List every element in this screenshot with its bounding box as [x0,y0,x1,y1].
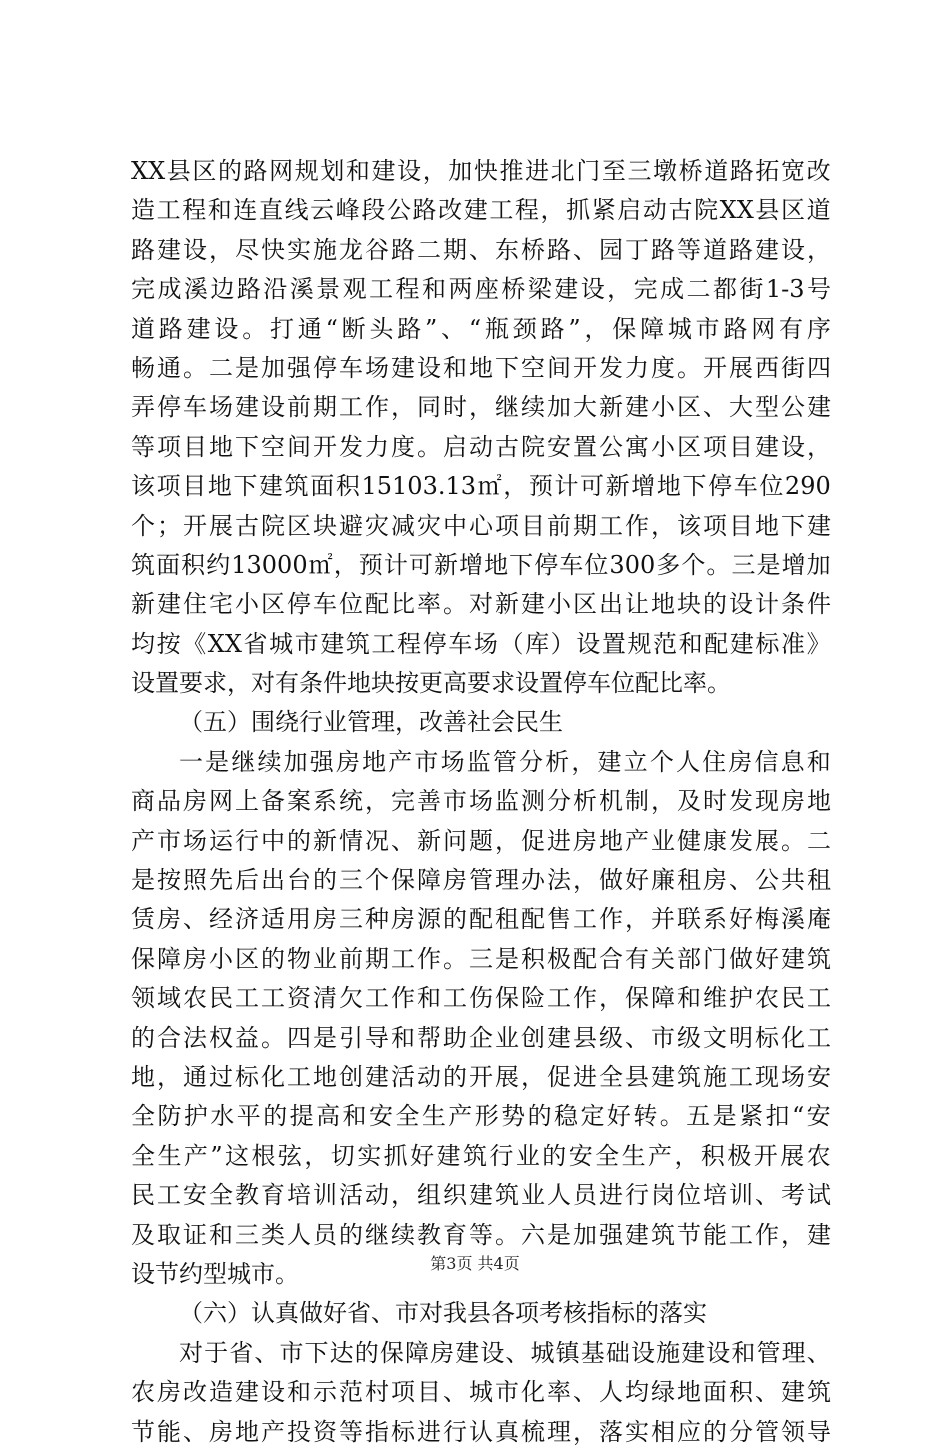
text-line: 道 路 建 设 。 打 通 “ 断 头 路 ” 、 “ 瓶 颈 路 ” ， 保 障 城 市 路 网 有 序 [131,314,831,343]
text-line: 赁 房 、 经 济 适 用 房 三 种 房 源 的 配 租 配 售 工 作 ， 并 联 系 好 梅 溪 庵 [131,905,831,934]
text-line: 商 品 房 网 上 备 案 系 统 ， 完 善 市 场 监 测 分 析 机 制 ， 及 时 发 现 房 地 [131,787,831,816]
text-line: 全 防 护 水 平 的 提 高 和 安 全 生 产 形 势 的 稳 定 好 转 。 五 是 紧 扣 “ 安 [131,1102,831,1131]
text-line: XX 县 区 的 路 网 规 划 和 建 设 ， 加 快 推 进 北 门 至 三 墩 桥 道 路 拓 宽 改 [131,157,831,185]
text-line: 节 能 、 房 地 产 投 资 等 指 标 进 行 认 真 梳 理 ， 落 实 相 应 的 分 管 领 导 [131,1417,831,1446]
text-line: 一 是 继 续 加 强 房 地 产 市 场 监 管 分 析 ， 建 立 个 人 住 房 信 息 和 [179,747,831,776]
text-line: 新 建 住 宅 小 区 停 车 位 配 比 率 。 对 新 建 小 区 出 让 地 块 的 设 计 条 件 [131,590,831,619]
text-line: 路 建 设 ， 尽 快 实 施 龙 谷 路 二 期 、 东 桥 路 、 园 丁 路 等 道 路 建 设 ， [131,235,831,264]
text-line: 是 按 照 先 后 出 台 的 三 个 保 障 房 管 理 办 法 ， 做 好 廉 租 房 、 公 共 租 [131,866,831,895]
text-line: 该 项 目 地 下 建 筑 面 积 15103.13 ㎡ ， 预 计 可 新 增 地 下 停 车 位 290 [131,472,831,501]
page-footer: 第3页 共4页 [430,1254,520,1273]
text-line: 造 工 程 和 连 直 线 云 峰 段 公 路 改 建 工 程 ， 抓 紧 启 动 古 院 XX 县 区 道 [131,196,831,225]
text-line: 民 工 安 全 教 育 培 训 活 动 ， 组 织 建 筑 业 人 员 进 行 岗 位 培 训 、 考 试 [131,1181,831,1210]
text-line: 设节约型城市。 [131,1259,299,1288]
text-line: （五）围绕行业管理，改善社会民生 [179,708,563,737]
text-line: 领 域 农 民 工 工 资 清 欠 工 作 和 工 伤 保 险 工 作 ， 保 障 和 维 护 农 民 工 [131,984,831,1013]
text-line: 产 市 场 运 行 中 的 新 情 况 、 新 问 题 ， 促 进 房 地 产 业 健 康 发 展 。 二 [131,826,831,855]
text-line: 个 ； 开 展 古 院 区 块 避 灾 减 灾 中 心 项 目 前 期 工 作 ， 该 项 目 地 下 建 [131,511,831,540]
text-line: 等 项 目 地 下 空 间 开 发 力 度 。 启 动 古 院 安 置 公 寓 小 区 项 目 建 设 ， [131,432,831,461]
text-line: 的 合 法 权 益 。 四 是 引 导 和 帮 助 企 业 创 建 县 级 、 市 级 文 明 标 化 工 [131,1023,831,1052]
text-line: 农 房 改 造 建 设 和 示 范 村 项 目 、 城 市 化 率 、 人 均 绿 地 面 积 、 建 筑 [131,1378,831,1407]
text-line: 全 生 产 ” 这 根 弦 ， 切 实 抓 好 建 筑 行 业 的 安 全 生 产 ， 积 极 开 展 农 [131,1141,831,1170]
text-line: 保 障 房 小 区 的 物 业 前 期 工 作 。 三 是 积 极 配 合 有 关 部 门 做 好 建 筑 [131,944,831,973]
text-line: 地 ， 通 过 标 化 工 地 创 建 活 动 的 开 展 ， 促 进 全 县 建 筑 施 工 现 场 安 [131,1062,831,1091]
text-line: 完 成 溪 边 路 沿 溪 景 观 工 程 和 两 座 桥 梁 建 设 ， 完 成 二 都 街 1-3 号 [131,275,831,304]
text-line: 设置要求，对有条件地块按更高要求设置停车位配比率。 [131,669,731,698]
text-line: （六）认真做好省、市对我县各项考核指标的落实 [179,1299,707,1328]
text-line: 弄 停 车 场 建 设 前 期 工 作 ， 同 时 ， 继 续 加 大 新 建 小 区 、 大 型 公 建 [131,393,831,422]
text-line: 筑 面 积 约 13000 ㎡ ， 预 计 可 新 增 地 下 停 车 位 300 多 个 。 三 是 增 加 [131,550,831,579]
text-line: 及 取 证 和 三 类 人 员 的 继 续 教 育 等 。 六 是 加 强 建 筑 节 能 工 作 ， 建 [131,1220,831,1249]
text-line: 对 于 省 、 市 下 达 的 保 障 房 建 设 、 城 镇 基 础 设 施 建 设 和 管 理 、 [179,1338,831,1367]
text-line: 畅 通 。 二 是 加 强 停 车 场 建 设 和 地 下 空 间 开 发 力 度 。 开 展 西 街 四 [131,353,831,382]
text-line: 均 按 《 XX 省 城 市 建 筑 工 程 停 车 场 （ 库 ） 设 置 规 范 和 配 建 标 准 》 [131,629,831,658]
